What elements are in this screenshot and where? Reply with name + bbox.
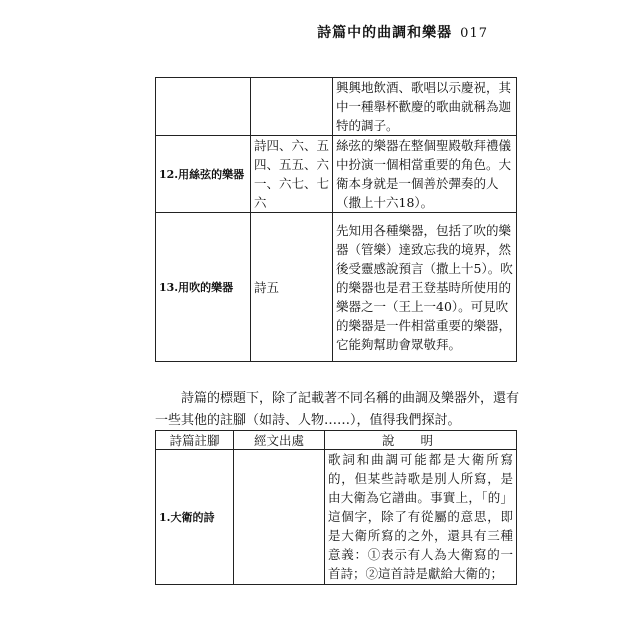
scripture-refs: 詩四、六、五四、五五、六一、六七、七六: [251, 136, 333, 213]
page-number: 017: [460, 26, 488, 41]
running-header: [317, 22, 488, 42]
row-label: 12.用絲弦的樂器: [156, 136, 251, 213]
chapter-title: 詩篇中的曲調和樂器: [317, 25, 453, 41]
table-row: [156, 78, 517, 136]
scripture-refs: 詩五: [251, 213, 333, 362]
table-header-row: [156, 431, 517, 450]
row-description: 歌詞和曲調可能都是大衛所寫的，但某些詩歌是別人所寫，是由大衛為它譜曲。事實上，「的」這個字，除了有從屬的意思，即是大衛所寫的之外，還具有三種意義：①表示有人為大衛寫的一首詩；②這首詩是獻給大衛的；: [325, 450, 517, 585]
table-row: [156, 450, 517, 585]
row-description: 興興地飲酒、歌唱以示慶祝，其中一種舉杯歡慶的歌曲就稱為迦特的調子。: [333, 78, 517, 136]
row-label: 1.大衛的詩: [156, 450, 234, 585]
instruments-table: [155, 77, 517, 362]
footnotes-table: [155, 430, 517, 585]
scripture-refs: [234, 450, 325, 585]
table-row: [156, 213, 517, 362]
scripture-refs: [251, 78, 333, 136]
column-header: 詩篇註腳: [156, 431, 234, 450]
row-label: [156, 78, 251, 136]
row-description: 絲弦的樂器在整個聖殿敬拜禮儀中扮演一個相當重要的角色。大衛本身就是一個善於彈奏的人（撒上十六18）。: [333, 136, 517, 213]
column-header: 經文出處: [234, 431, 325, 450]
row-label: 13.用吹的樂器: [156, 213, 251, 362]
table-row: [156, 136, 517, 213]
column-header: 說明: [325, 431, 517, 450]
body-paragraph: 詩篇的標題下，除了記載著不同名稱的曲調及樂器外，還有一些其他的註腳（如詩、人物……），值得我們探討。: [155, 391, 520, 428]
row-description: 先知用各種樂器，包括了吹的樂器（管樂）達致忘我的境界，然後受靈感說預言（撒上十5）。吹的樂器也是君王登基時所使用的樂器之一（王上一40）。可見吹的樂器是一件相當重要的樂器，它能夠幫助會眾敬拜。: [333, 213, 517, 362]
